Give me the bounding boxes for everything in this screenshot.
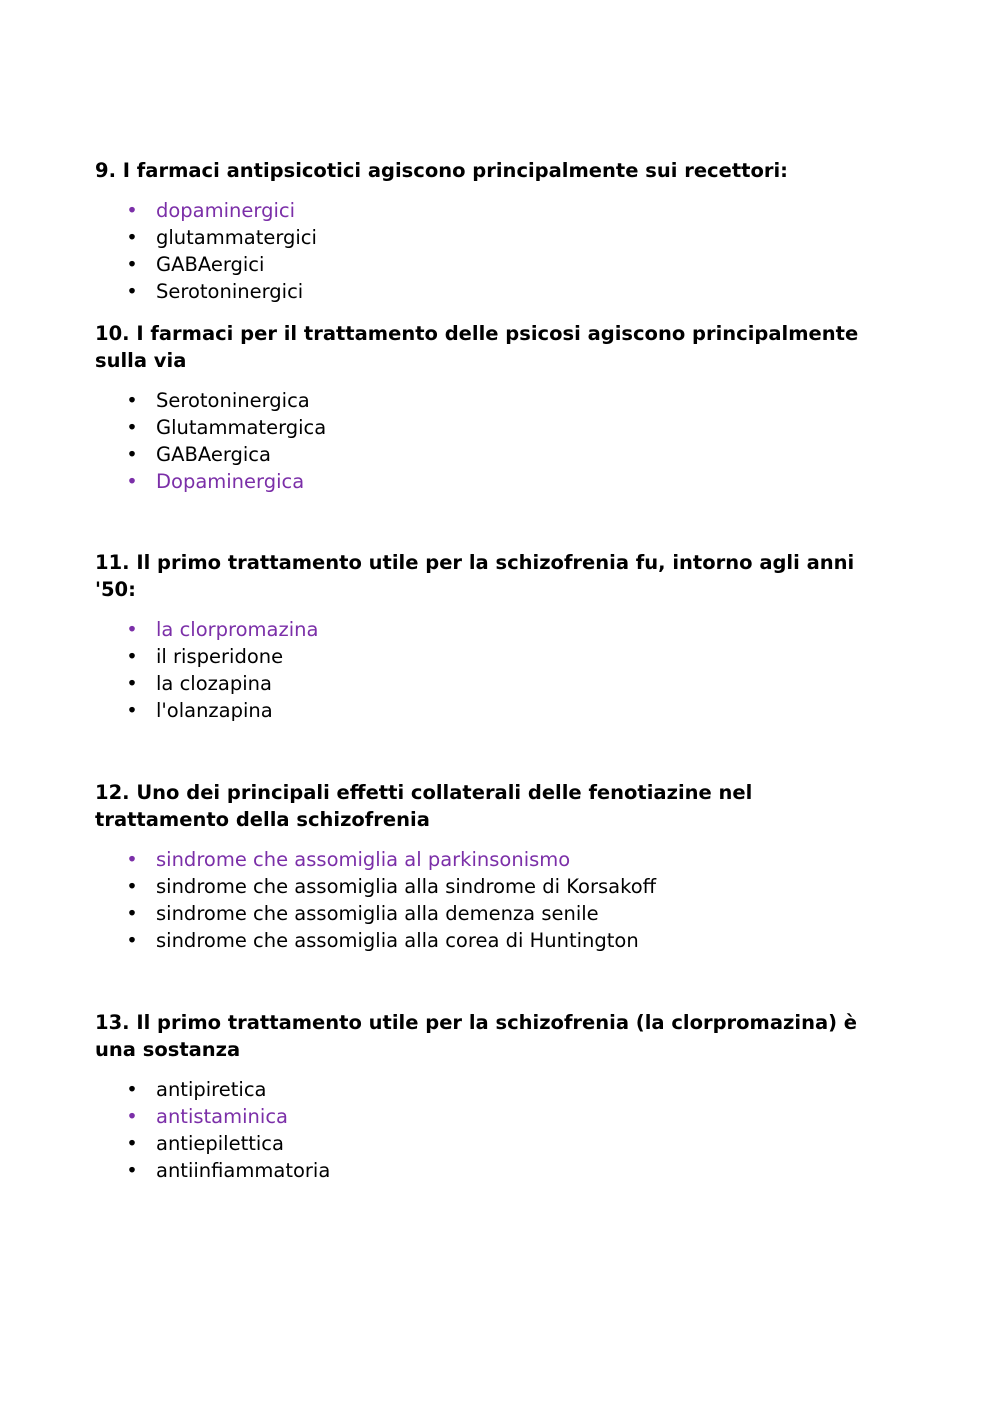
answer-option: [95, 1076, 915, 1103]
answer-text: sindrome che assomiglia al parkinsonismo: [156, 848, 571, 871]
question-title: 11. Il primo trattamento utile per la schizofrenia fu, intorno agli anni '50:: [95, 551, 855, 601]
answer-option: [95, 387, 915, 414]
bullet-icon: •: [126, 389, 138, 412]
answer-text: l'olanzapina: [156, 699, 273, 722]
bullet-icon: •: [126, 902, 138, 925]
answer-option: [95, 900, 915, 927]
bullet-icon: •: [126, 1078, 138, 1101]
answer-option: [95, 873, 915, 900]
answer-list: [95, 846, 915, 954]
answer-text: glutammatergici: [156, 226, 317, 249]
bullet-icon: •: [126, 699, 138, 722]
answer-option: [95, 251, 915, 278]
question-title: 9. I farmaci antipsicotici agiscono principalmente sui recettori:: [95, 159, 788, 182]
answer-list: [95, 197, 915, 305]
answer-text: Serotoninergica: [156, 389, 310, 412]
question-title: 10. I farmaci per il trattamento delle psicosi agiscono principalmente sulla via: [95, 322, 859, 372]
bullet-icon: •: [126, 443, 138, 466]
answer-list: [95, 387, 915, 495]
answer-text: antistaminica: [156, 1105, 288, 1128]
bullet-icon: •: [126, 253, 138, 276]
question-title: 12. Uno dei principali effetti collaterali delle fenotiazine nel trattamento della schizofrenia: [95, 781, 753, 831]
question-9: [95, 157, 915, 305]
answer-option: [95, 441, 915, 468]
answer-text: antiepilettica: [156, 1132, 284, 1155]
bullet-icon: •: [126, 929, 138, 952]
answer-text: antiinfiammatoria: [156, 1159, 331, 1182]
answer-text: dopaminergici: [156, 199, 296, 222]
bullet-icon: •: [126, 280, 138, 303]
answer-option: [95, 927, 915, 954]
bullet-icon: •: [126, 1159, 138, 1182]
answer-option: [95, 643, 915, 670]
bullet-icon: •: [126, 226, 138, 249]
answer-text: la clorpromazina: [156, 618, 319, 641]
question-11: [95, 549, 915, 724]
bullet-icon: •: [126, 848, 138, 871]
answer-option: [95, 1157, 915, 1184]
answer-option: [95, 1130, 915, 1157]
answer-text: Dopaminergica: [156, 470, 305, 493]
bullet-icon: •: [126, 1105, 138, 1128]
answer-option: [95, 197, 915, 224]
answer-text: Glutammatergica: [156, 416, 327, 439]
answer-option: [95, 224, 915, 251]
answer-text: Serotoninergici: [156, 280, 304, 303]
answer-list: [95, 616, 915, 724]
answer-text: GABAergici: [156, 253, 265, 276]
answer-text: la clozapina: [156, 672, 272, 695]
answer-option: [95, 697, 915, 724]
bullet-icon: •: [126, 416, 138, 439]
answer-option: [95, 846, 915, 873]
bullet-icon: •: [126, 672, 138, 695]
answer-text: sindrome che assomiglia alla demenza senile: [156, 902, 599, 925]
bullet-icon: •: [126, 618, 138, 641]
answer-text: sindrome che assomiglia alla corea di Huntington: [156, 929, 639, 952]
answer-option: [95, 670, 915, 697]
answer-text: antipiretica: [156, 1078, 267, 1101]
question-13: [95, 1009, 915, 1184]
answer-option: [95, 616, 915, 643]
bullet-icon: •: [126, 875, 138, 898]
answer-list: [95, 1076, 915, 1184]
answer-text: GABAergica: [156, 443, 271, 466]
answer-text: il risperidone: [156, 645, 284, 668]
answer-option: [95, 278, 915, 305]
answer-option: [95, 468, 915, 495]
answer-text: sindrome che assomiglia alla sindrome di Korsakoff: [156, 875, 657, 898]
bullet-icon: •: [126, 199, 138, 222]
answer-option: [95, 414, 915, 441]
question-12: [95, 779, 915, 954]
bullet-icon: •: [126, 1132, 138, 1155]
answer-option: [95, 1103, 915, 1130]
bullet-icon: •: [126, 470, 138, 493]
question-title: 13. Il primo trattamento utile per la schizofrenia (la clorpromazina) è una sostanza: [95, 1011, 858, 1061]
question-10: [95, 320, 915, 495]
bullet-icon: •: [126, 645, 138, 668]
